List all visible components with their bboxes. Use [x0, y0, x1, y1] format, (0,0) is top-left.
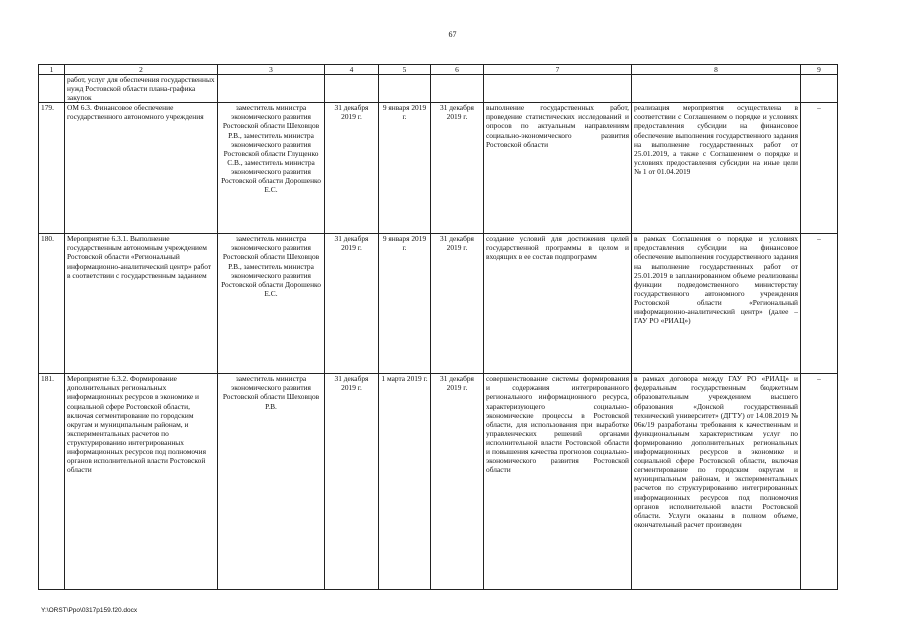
expected-result: совершенствование системы формирования и содержания интегрированного регионального информационного ресурса, характеризующего социально-экономические процессы в Ростовской области, для использования при выработке управленческих решений органами исполнительной власти Ростовской области и повышения качества прогнозов социально-экономического развития Ростовской области	[484, 374, 632, 590]
measure-name: ОМ 6.3. Финансовое обеспечение государственного автономного учреждения	[65, 103, 218, 234]
header-cell: 8	[632, 65, 801, 75]
header-cell: 2	[65, 65, 218, 75]
header-row	[39, 65, 838, 75]
file-path-footer: Y:\ORST\Ppo\0317p159.f20.docx	[41, 607, 138, 614]
report-table	[38, 64, 838, 590]
notes: –	[801, 234, 838, 374]
measure-name: Мероприятие 6.3.1. Выполнение государственным автономным учреждением Ростовской области «Региональный информационно-аналитический центр» работ в соответствии с государственным заданием	[65, 234, 218, 374]
row-number: 181.	[39, 374, 65, 590]
actual-start: 1 марта 2019 г.	[379, 374, 431, 590]
continuation-row	[39, 75, 838, 103]
header-cell: 1	[39, 65, 65, 75]
planned-end: 31 декабря 2019 г.	[325, 374, 379, 590]
actual-result: в рамках договора между ГАУ РО «РИАЦ» и федеральным государственным бюджетным образовательным учреждением высшего образования «Донской государственный технический университет» (ДГТУ) от 14.08.2019 № 06к/19 разработаны требования к качественным и функциональным характеристикам услуг по формированию дополнительных региональных информационных ресурсов в экономике и социальной сфере Ростовской области, включая сегментирование по городским округам и муниципальным районам, и экспериментальных расчетов по структурированию интегрированных информационных ресурсов под полномочия органов исполнительной власти Ростовской области. Услуги оказаны в полном объеме, окончательный расчет произведен	[632, 374, 801, 590]
actual-end: 31 декабря 2019 г.	[431, 234, 484, 374]
header-cell: 4	[325, 65, 379, 75]
table-row	[39, 374, 838, 590]
actual-end: 31 декабря 2019 г.	[431, 103, 484, 234]
page-number: 67	[448, 30, 457, 39]
table-row	[39, 103, 838, 234]
actual-start: 9 января 2019 г.	[379, 103, 431, 234]
header-cell: 5	[379, 65, 431, 75]
expected-result: выполнение государственных работ, проведение статистических исследований и опросов по актуальным направлениям социально-экономического развития Ростовской области	[484, 103, 632, 234]
header-cell: 6	[431, 65, 484, 75]
actual-start: 9 января 2019 г.	[379, 234, 431, 374]
expected-result: создание условий для достижения целей государственной программы в целом и входящих в ее состав подпрограмм	[484, 234, 632, 374]
notes: –	[801, 374, 838, 590]
planned-end: 31 декабря 2019 г.	[325, 103, 379, 234]
actual-result: реализация мероприятия осуществлена в соответствии с Соглашением о порядке и условиях предоставления субсидии на финансовое обеспечение выполнения государственного задания на выполнение государственных работ от 25.01.2019, а также с Соглашением о порядке и условиях предоставления субсидии на иные цели № 1 от 01.04.2019	[632, 103, 801, 234]
row-number: 180.	[39, 234, 65, 374]
responsible: заместитель министра экономического развития Ростовской области Шеховцов Р.В., заместитель министра экономического развития Ростовской области Дорошенко Е.С.	[218, 234, 325, 374]
planned-end: 31 декабря 2019 г.	[325, 234, 379, 374]
responsible: заместитель министра экономического развития Ростовской области Шеховцов Р.В.	[218, 374, 325, 590]
table-row	[39, 234, 838, 374]
responsible: заместитель министра экономического развития Ростовской области Шеховцов Р.В., заместитель министра экономического развития Ростовской области Глущенко С.В., заместитель министра экономического развития Ростовской области Дорошенко Е.С.	[218, 103, 325, 234]
actual-end: 31 декабря 2019 г.	[431, 374, 484, 590]
cont-text: работ, услуг для обеспечения государственных нужд Ростовской области плана-графика закупок	[65, 75, 218, 103]
actual-result: в рамках Соглашения о порядке и условиях предоставления субсидии на финансовое обеспечение выполнения государственного задания на выполнение государственных работ от 25.01.2019 в запланированном объеме реализованы функции подведомственного министерству государственного автономного учреждения Ростовской области «Региональный информационно-аналитический центр» (далее – ГАУ РО «РИАЦ»)	[632, 234, 801, 374]
measure-name: Мероприятие 6.3.2. Формирование дополнительных региональных информационных ресурсов в экономике и социальной сфере Ростовской области, включая сегментирование по городским округам и муниципальным районам, и экспериментальных расчетов по структурированию интегрированных информационных ресурсов под полномочия органов исполнительной власти Ростовской области	[65, 374, 218, 590]
header-cell: 3	[218, 65, 325, 75]
header-cell: 9	[801, 65, 838, 75]
notes: –	[801, 103, 838, 234]
header-cell: 7	[484, 65, 632, 75]
row-number: 179.	[39, 103, 65, 234]
